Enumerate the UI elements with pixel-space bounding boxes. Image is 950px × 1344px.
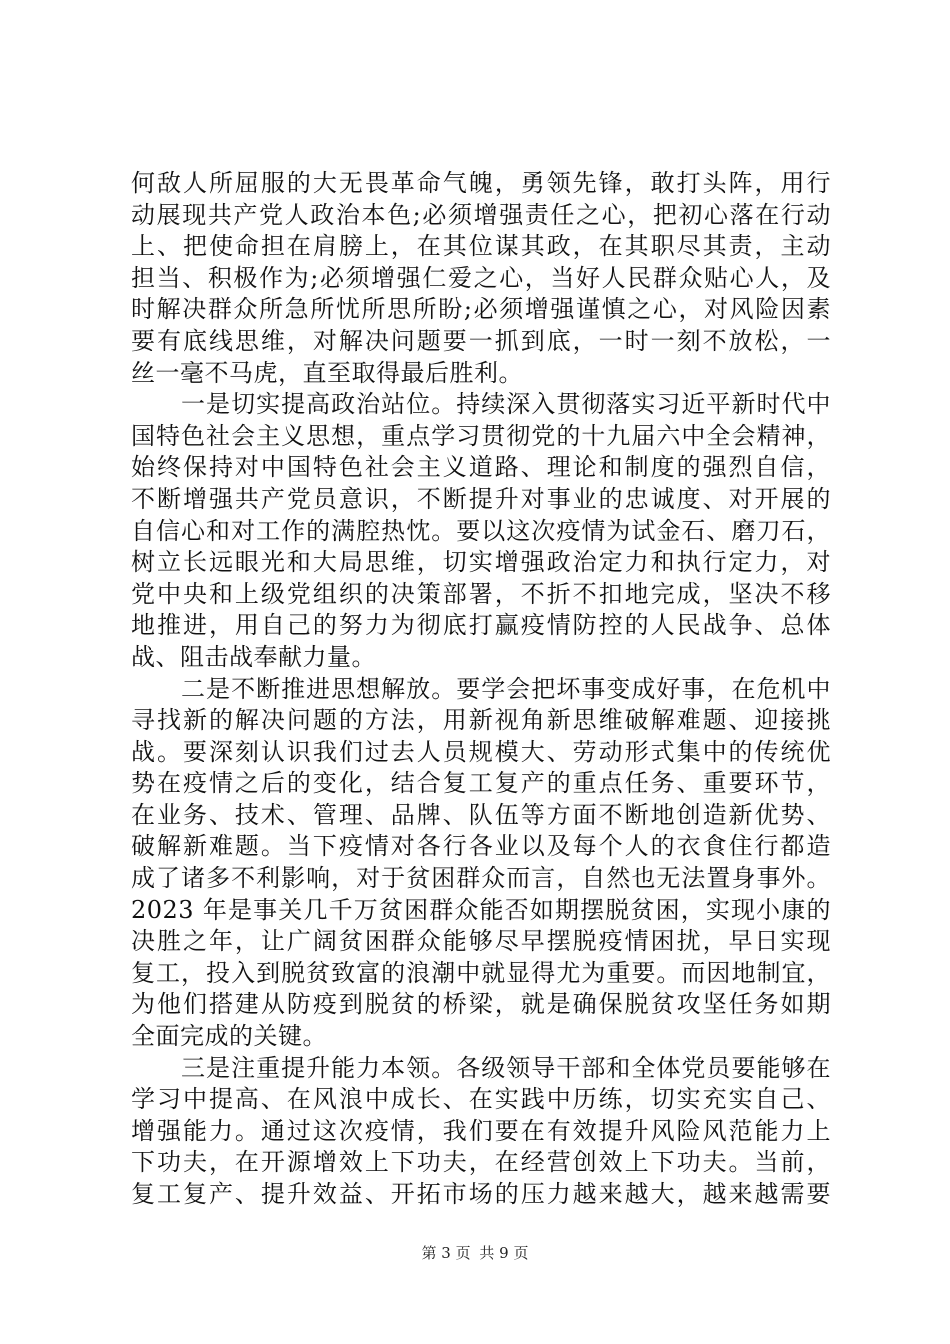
text-line: 战、阻击战奉献力量。	[131, 642, 376, 671]
text-line: 复工复产、提升效益、开拓市场的压力越来越大，越来越需要	[131, 1180, 831, 1208]
text-line: 成了诸多不利影响，对于贫困群众而言，自然也无法置身事外。	[131, 864, 831, 893]
text-line: 复工，投入到脱贫致富的浪潮中就显得尤为重要。而因地制宜，	[131, 958, 831, 987]
text-line: 在业务、技术、管理、品牌、队伍等方面不断地创造新优势、	[131, 800, 831, 829]
text-line: 战。要深刻认识我们过去人员规模大、劳动形式集中的传统优	[131, 737, 831, 766]
text-line: 下功夫，在开源增效上下功夫，在经营创效上下功夫。当前，	[131, 1148, 831, 1177]
text-line: 时解决群众所急所忧所思所盼;必须增强谨慎之心，对风险因素	[131, 295, 831, 324]
text-line: 全面完成的关键。	[131, 1022, 327, 1051]
text-line: 树立长远眼光和大局思维，切实增强政治定力和执行定力，对	[131, 548, 831, 577]
text-line: 增强能力。通过这次疫情，我们要在有效提升风险风范能力上	[131, 1116, 831, 1145]
text-line: 自信心和对工作的满腔热忱。要以这次疫情为试金石、磨刀石，	[131, 516, 831, 545]
text-line: 一是切实提高政治站位。持续深入贯彻落实习近平新时代中	[131, 390, 831, 419]
text-line: 上、把使命担在肩膀上，在其位谋其政，在其职尽其责，主动	[131, 232, 831, 261]
text-line: 势在疫情之后的变化，结合复工复产的重点任务、重要环节，	[131, 769, 831, 798]
text-line: 为他们搭建从防疫到脱贫的桥梁，就是确保脱贫攻坚任务如期	[131, 990, 831, 1019]
text-line: 地推进，用自己的努力为彻底打赢疫情防控的人民战争、总体	[131, 611, 831, 640]
text-line: 2023 年是事关几千万贫困群众能否如期摆脱贫困，实现小康的	[131, 895, 831, 924]
page-total: 共 9 页	[479, 1244, 529, 1262]
text-line: 党中央和上级党组织的决策部署，不折不扣地完成，坚决不移	[131, 579, 831, 608]
text-line: 决胜之年，让广阔贫困群众能够尽早摆脱疫情困扰，早日实现	[131, 927, 831, 956]
text-line: 动展现共产党人政治本色;必须增强责任之心，把初心落在行动	[131, 200, 831, 229]
text-line: 始终保持对中国特色社会主义道路、理论和制度的强烈自信，	[131, 453, 831, 482]
text-line: 不断增强共产党员意识，不断提升对事业的忠诚度、对开展的	[131, 484, 831, 513]
document-body	[131, 168, 831, 1211]
text-line: 寻找新的解决问题的方法，用新视角新思维破解难题、迎接挑	[131, 706, 831, 735]
text-line: 二是不断推进思想解放。要学会把坏事变成好事，在危机中	[131, 674, 831, 703]
text-line: 国特色社会主义思想，重点学习贯彻党的十九届六中全会精神，	[131, 421, 831, 450]
text-line: 何敌人所屈服的大无畏革命气魄，勇领先锋，敢打头阵，用行	[131, 169, 831, 197]
page-footer	[0, 1243, 950, 1263]
text-line: 学习中提高、在风浪中成长、在实践中历练，切实充实自己、	[131, 1085, 831, 1114]
text-line: 三是注重提升能力本领。各级领导干部和全体党员要能够在	[131, 1053, 831, 1082]
text-line: 丝一毫不马虎，直至取得最后胜利。	[131, 358, 523, 387]
text-line: 破解新难题。当下疫情对各行各业以及每个人的衣食住行都造	[131, 832, 831, 861]
page-number: 第 3 页	[421, 1244, 471, 1262]
text-line: 担当、积极作为;必须增强仁爱之心，当好人民群众贴心人，及	[131, 263, 831, 292]
text-line: 要有底线思维，对解决问题要一抓到底，一时一刻不放松，一	[131, 326, 831, 355]
